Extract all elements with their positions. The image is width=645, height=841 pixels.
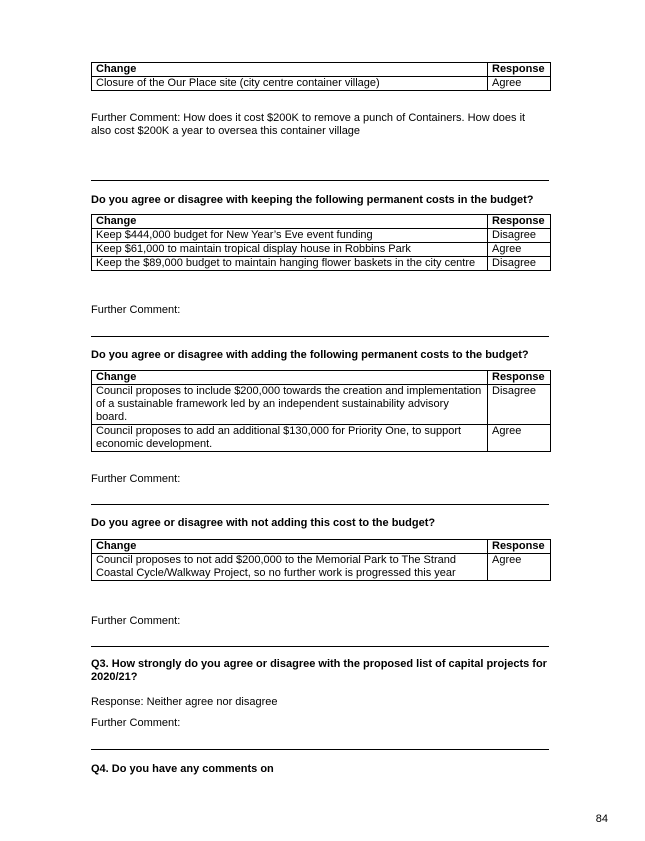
change-cell: Keep $61,000 to maintain tropical display house in Robbins Park (92, 243, 488, 257)
table-header-row (92, 215, 551, 229)
response-header: Response (488, 371, 551, 385)
change-header: Change (92, 540, 488, 554)
table-closure (91, 62, 551, 91)
further-comment-1 (91, 112, 551, 138)
table-row (92, 257, 551, 271)
question-q3: Q3. How strongly do you agree or disagree with the proposed list of capital projects for 2020/21? (91, 658, 547, 683)
change-header: Change (92, 371, 488, 385)
divider (91, 504, 549, 505)
table-row (92, 77, 551, 91)
response-header: Response (488, 540, 551, 554)
table-row (92, 385, 551, 425)
response-cell: Agree (488, 243, 551, 257)
further-comment-label: Further Comment: (91, 717, 181, 729)
response-cell: Disagree (488, 257, 551, 271)
table-not-add-cost (91, 539, 551, 581)
change-cell: Council proposes to not add $200,000 to the Memorial Park to The Strand Coastal Cycle/Walkway Project, so no further work is progressed this year (92, 554, 488, 581)
response-cell: Disagree (488, 229, 551, 243)
divider (91, 646, 549, 647)
question-q4: Q4. Do you have any comments on (91, 763, 274, 775)
change-cell: Council proposes to add an additional $130,000 for Priority One, to support economic development. (92, 425, 488, 452)
table-row (92, 425, 551, 452)
comment-line: Further Comment: How does it cost $200K to remove a punch of Containers. How does it (91, 112, 526, 124)
response-cell: Disagree (488, 385, 551, 425)
change-cell: Keep the $89,000 budget to maintain hanging flower baskets in the city centre (92, 257, 488, 271)
table-header-row (92, 63, 551, 77)
response-cell: Agree (488, 554, 551, 581)
response-cell: Agree (488, 77, 551, 91)
table-row (92, 229, 551, 243)
table-row (92, 243, 551, 257)
divider (91, 336, 549, 337)
table-row (92, 554, 551, 581)
response-cell: Agree (488, 425, 551, 452)
change-cell: Closure of the Our Place site (city centre container village) (92, 77, 488, 91)
further-comment-label: Further Comment: (91, 473, 181, 485)
divider (91, 180, 549, 181)
divider (91, 749, 549, 750)
table-header-row (92, 540, 551, 554)
table-keep-costs (91, 214, 551, 271)
change-header: Change (92, 215, 488, 229)
table-header-row (92, 371, 551, 385)
comment-line: also cost $200K a year to oversea this container village (91, 125, 361, 137)
change-cell: Council proposes to include $200,000 towards the creation and implementation of a sustainable framework led by an independent sustainability advisory board. (92, 385, 488, 425)
change-cell: Keep $444,000 budget for New Year’s Eve event funding (92, 229, 488, 243)
question-add-costs: Do you agree or disagree with adding the following permanent costs to the budget? (91, 349, 529, 361)
question-keep-costs: Do you agree or disagree with keeping the following permanent costs in the budget? (91, 194, 534, 206)
further-comment-label: Further Comment: (91, 615, 181, 627)
response-header: Response (488, 63, 551, 77)
response-header: Response (488, 215, 551, 229)
q3-response: Response: Neither agree nor disagree (91, 696, 278, 708)
further-comment-label: Further Comment: (91, 304, 181, 316)
table-add-costs (91, 370, 551, 452)
change-header: Change (92, 63, 488, 77)
question-not-add-cost: Do you agree or disagree with not adding this cost to the budget? (91, 517, 436, 529)
page-number: 84 (595, 813, 608, 825)
